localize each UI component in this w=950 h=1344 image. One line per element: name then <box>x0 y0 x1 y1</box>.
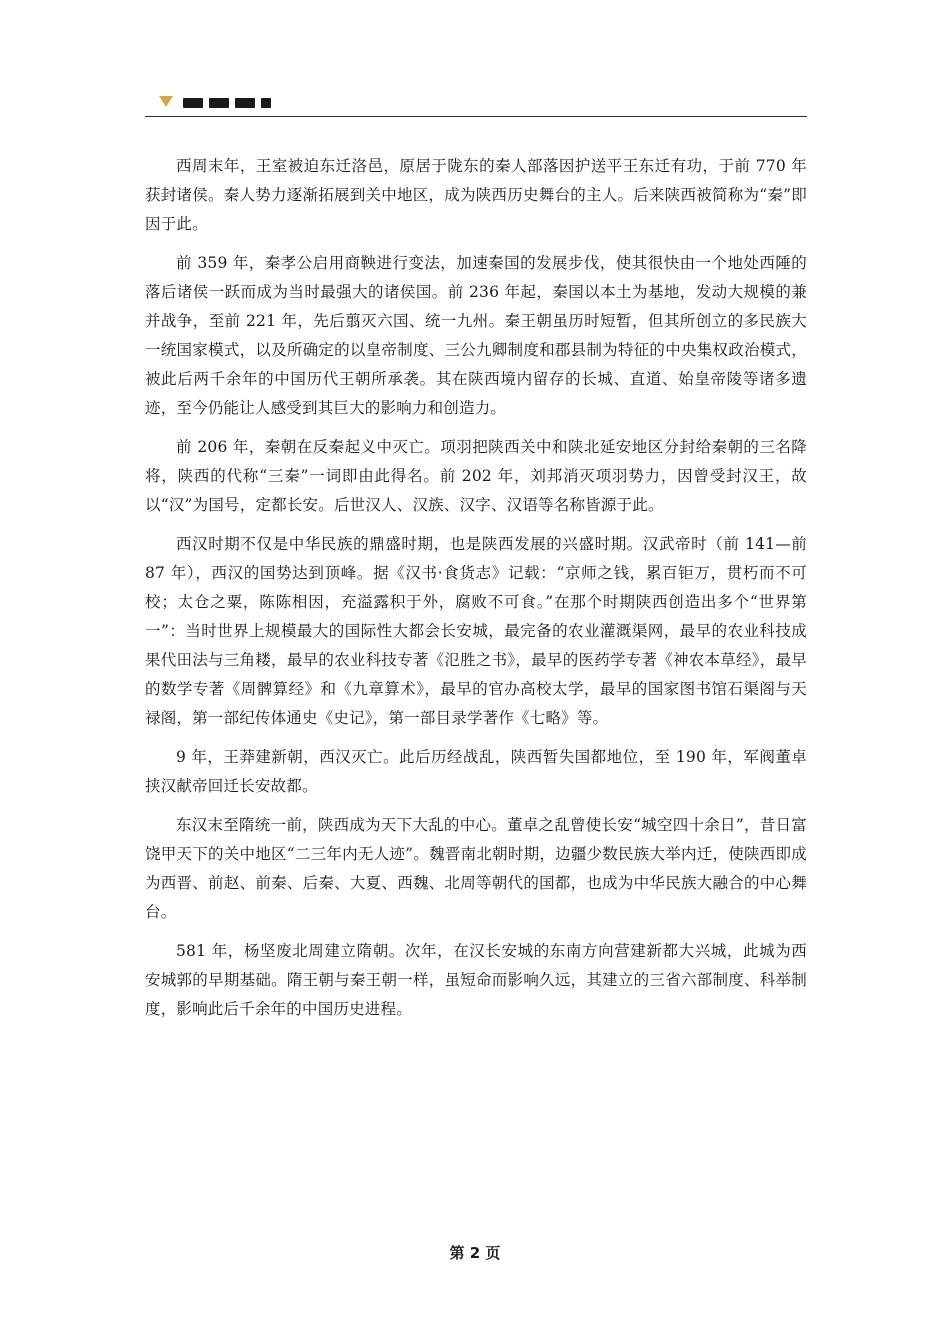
paragraph-2: 前 359 年，秦孝公启用商鞅进行变法，加速秦国的发展步伐，使其很快由一个地处西陲的落后诸侯一跃而成为当时最强大的诸侯国。前 236 年起，秦国以本土为基地，发动大规模的兼并战争，至前 221 年，先后翦灭六国、统一九州。秦王朝虽历时短暂，但其所创立的多民族大一统国家模式，以及所确定的以皇帝制度、三公九卿制度和郡县制为特征的中央集权政治模式，被此后两千余年的中国历代王朝所承袭。其在陕西境内留存的长城、直道、始皇帝陵等诸多遗迹，至今仍能让人感受到其巨大的影响力和创造力。 <box>145 254 807 417</box>
paragraph-3: 前 206 年，秦朝在反秦起义中灭亡。项羽把陕西关中和陕北延安地区分封给秦朝的三名降将，陕西的代称“三秦”一词即由此得名。前 202 年，刘邦消灭项羽势力，因曾受封汉王，故以“汉”为国号，定都长安。后世汉人、汉族、汉字、汉语等名称皆源于此。 <box>145 438 807 514</box>
paragraph-5: 9 年，王莽建新朝，西汉灭亡。此后历经战乱，陕西暂失国都地位，至 190 年，军阀董卓挟汉献帝回迁长安故都。 <box>145 748 807 795</box>
header-divider <box>145 116 807 117</box>
document-body <box>145 152 807 1034</box>
triangle-logo-icon <box>159 96 173 108</box>
page-header <box>145 96 807 118</box>
header-title-graphic <box>183 98 271 110</box>
page-number: 第 2 页 <box>449 1244 501 1262</box>
paragraph-1: 西周末年，王室被迫东迁洛邑，原居于陇东的秦人部落因护送平王东迁有功，于前 770 年获封诸侯。秦人势力逐渐拓展到关中地区，成为陕西历史舞台的主人。后来陕西被简称为“秦”即因于此。 <box>145 157 807 233</box>
paragraph-7: 581 年，杨坚废北周建立隋朝。次年，在汉长安城的东南方向营建新都大兴城，此城为西安城郭的早期基础。隋王朝与秦王朝一样，虽短命而影响久远，其建立的三省六部制度、科举制度，影响此后千余年的中国历史进程。 <box>145 942 807 1018</box>
paragraph-4: 西汉时期不仅是中华民族的鼎盛时期，也是陕西发展的兴盛时期。汉武帝时（前 141—前 87 年），西汉的国势达到顶峰。据《汉书·食货志》记载：“京师之钱，累百钜万，贯朽而不可校；太仓之粟，陈陈相因，充溢露积于外，腐败不可食。”在那个时期陕西创造出多个“世界第一”：当时世界上规模最大的国际性大都会长安城，最完备的农业灌溉渠网，最早的农业科技成果代田法与三角耧，最早的农业科技专著《氾胜之书》，最早的医药学专著《神农本草经》，最早的数学专著《周髀算经》和《九章算术》，最早的官办高校太学，最早的国家图书馆石渠阁与天禄阁，第一部纪传体通史《史记》，第一部目录学著作《七略》等。 <box>145 535 807 727</box>
paragraph-6: 东汉末至隋统一前，陕西成为天下大乱的中心。董卓之乱曾使长安“城空四十余日”，昔日富饶甲天下的关中地区“二三年内无人迹”。魏晋南北朝时期，边疆少数民族大举内迁，使陕西即成为西晋、前赵、前秦、后秦、大夏、西魏、北周等朝代的国都，也成为中华民族大融合的中心舞台。 <box>145 816 807 921</box>
